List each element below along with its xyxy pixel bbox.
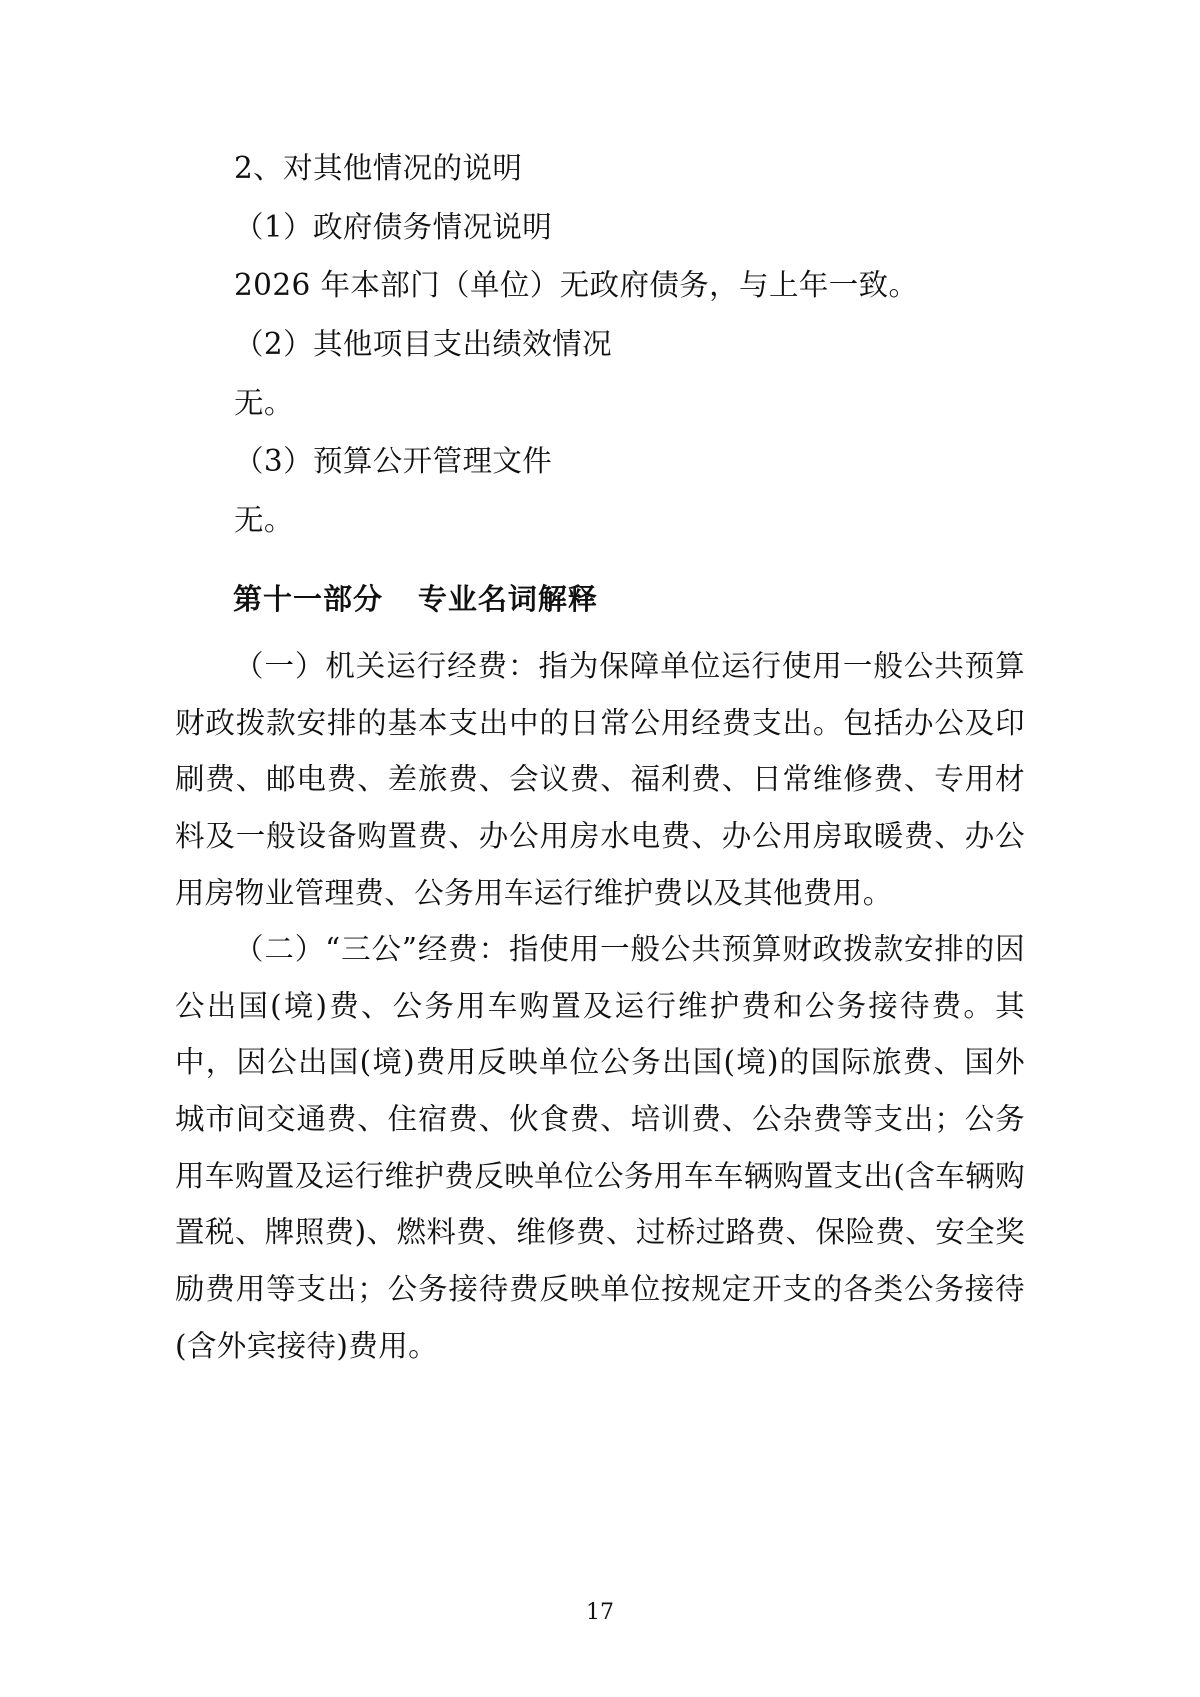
section-part-label: 第十一部分: [233, 582, 384, 617]
paragraph-sub-3-title: （3）预算公开管理文件: [234, 444, 553, 479]
section-spacer: [175, 550, 1025, 556]
terms-list: [175, 638, 1025, 1374]
page-number: 17: [586, 1600, 614, 1625]
paragraph-sub-1-title: （1）政府债务情况说明: [234, 209, 553, 244]
section-part-title: 专业名词解释: [417, 582, 598, 617]
paragraph-sub-2-body: 无。: [234, 385, 294, 420]
document-body: [175, 140, 1025, 1374]
paragraph-item-2-title: 2、对其他情况的说明: [234, 151, 523, 185]
section-heading-part-11: [175, 572, 1025, 628]
paragraph-sub-1-body: 2026 年本部门（单位）无政府债务，与上年一致。: [234, 268, 919, 303]
paragraph-sub-2-title: （2）其他项目支出绩效情况: [234, 326, 612, 361]
paragraph-sub-3-body: 无。: [234, 502, 294, 537]
term-definition-1: （一）机关运行经费：指为保障单位运行使用一般公共预算财政拨款安排的基本支出中的日常公用经费支出。包括办公及印刷费、邮电费、差旅费、会议费、福利费、日常维修费、专用材料及一般设备购置费、办公用房水电费、办公用房取暖费、办公用房物业管理费、公务用车运行维护费以及其他费用。: [175, 649, 1025, 910]
term-definition-2: （二）“三公”经费：指使用一般公共预算财政拨款安排的因公出国(境)费、公务用车购置及运行维护费和公务接待费。其中，因公出国(境)费用反映单位公务出国(境)的国际旅费、国外城市间交通费、住宿费、伙食费、培训费、公杂费等支出；公务用车购置及运行维护费反映单位公务用车车辆购置支出(含车辆购置税、牌照费)、燃料费、维修费、过桥过路费、保险费、安全奖励费用等支出；公务接待费反映单位按规定开支的各类公务接待(含外宾接待)费用。: [175, 932, 1025, 1363]
